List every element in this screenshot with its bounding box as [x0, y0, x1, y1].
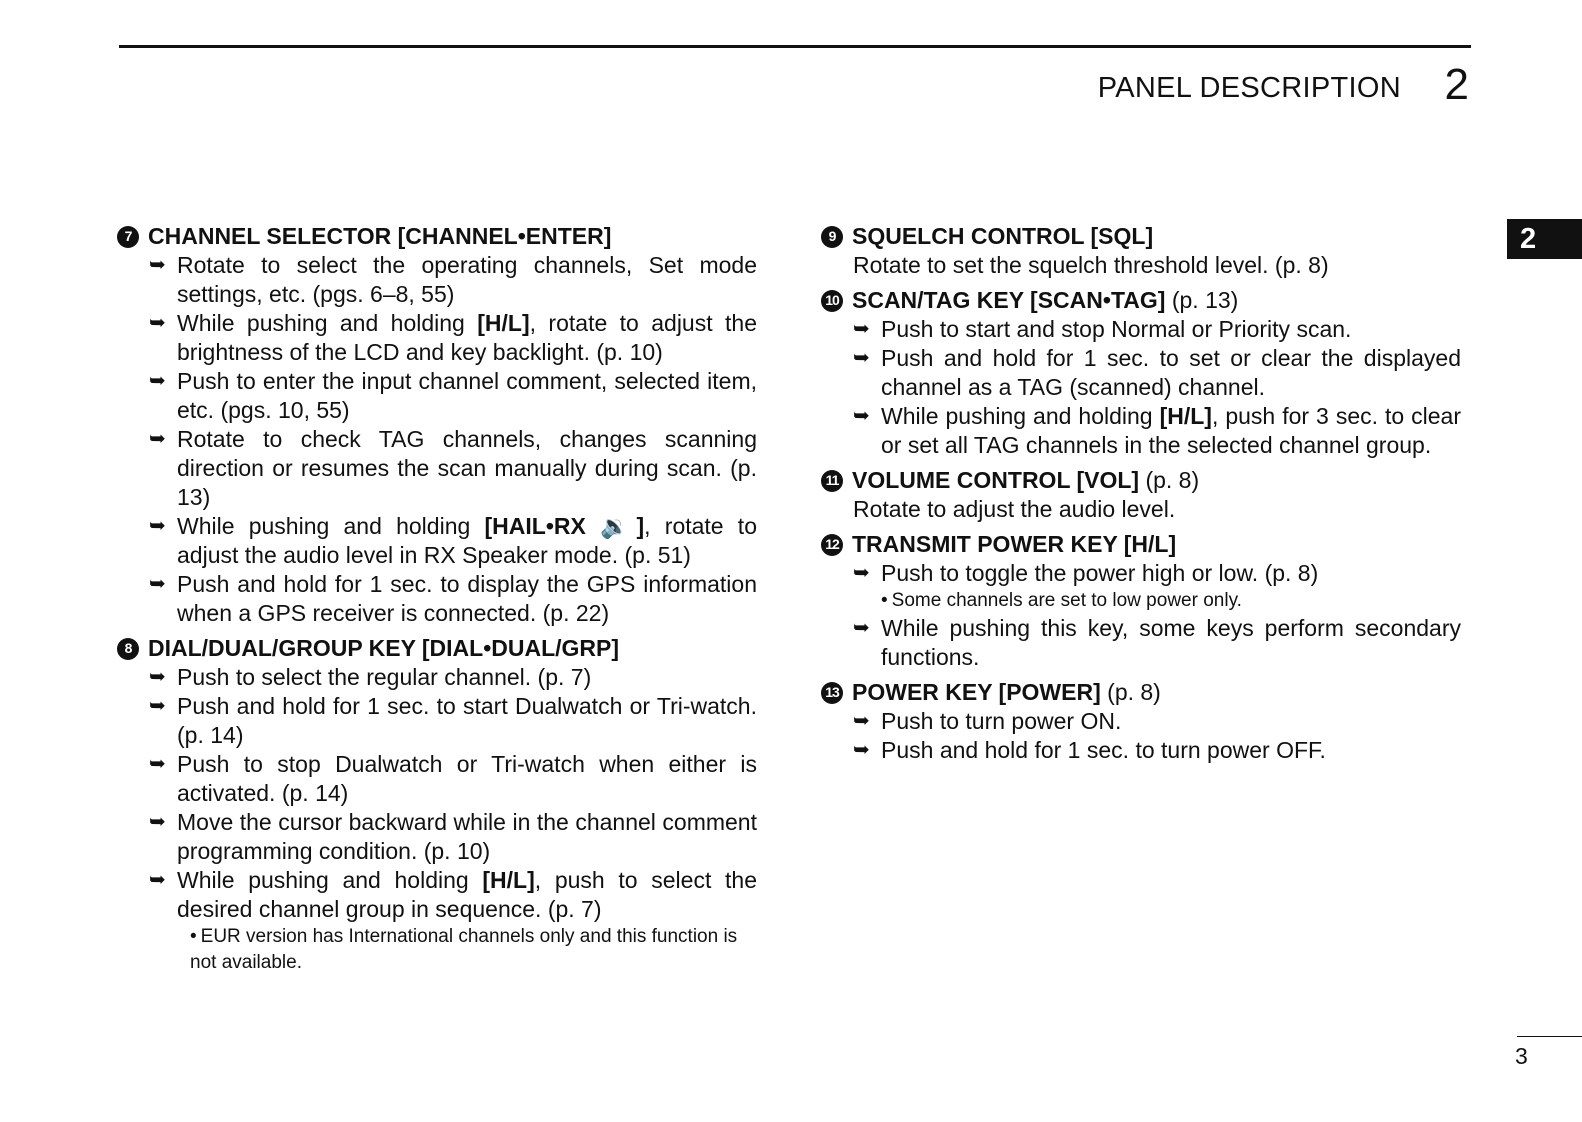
list-item: ➥ Rotate to check TAG channels, changes scanning direction or resumes the scan manually during scan. (p. 13) — [149, 426, 757, 510]
item-number-badge: 11 — [821, 470, 843, 492]
section-heading: TRANSMIT POWER KEY [H/L] — [852, 531, 1177, 557]
list-item: ➥ Rotate to select the operating channels, Set mode settings, etc. (pgs. 6–8, 55) — [149, 252, 757, 307]
item-number-badge: 13 — [821, 682, 843, 704]
note: • Some channels are set to low power only. — [881, 590, 1242, 611]
list-item: ➥ While pushing and holding [H/L], push to select the desired channel group in sequence. (p. 7) — [149, 867, 757, 922]
description: Rotate to set the squelch threshold level. (p. 8) — [853, 252, 1329, 278]
section-heading: CHANNEL SELECTOR [CHANNEL•ENTER] — [148, 223, 612, 249]
list-item: ➥ Push and hold for 1 sec. to set or clear the displayed channel as a TAG (scanned) channel. — [853, 345, 1461, 400]
item-number-badge: 12 — [821, 534, 843, 556]
section-heading: DIAL/DUAL/GROUP KEY [DIAL•DUAL/GRP] — [148, 635, 620, 661]
right-column — [821, 222, 1461, 771]
arrow-bullet-icon: ➥ — [149, 753, 166, 775]
item-number-badge: 9 — [821, 226, 843, 248]
list-item: ➥ While pushing and holding [H/L], push for 3 sec. to clear or set all TAG channels in the selected channel group. — [853, 403, 1462, 458]
arrow-bullet-icon: ➥ — [149, 695, 166, 717]
arrow-bullet-icon: ➥ — [149, 312, 166, 334]
arrow-bullet-icon: ➥ — [149, 515, 166, 537]
list-item: ➥ Push to select the regular channel. (p. 7) — [149, 664, 592, 690]
arrow-bullet-icon: ➥ — [853, 347, 870, 369]
arrow-bullet-icon: ➥ — [149, 666, 166, 688]
section-dial-dual-group-key — [117, 634, 757, 976]
list-item: ➥ Push to turn power ON. — [853, 708, 1122, 734]
section-squelch-control — [821, 222, 1461, 280]
arrow-bullet-icon: ➥ — [853, 405, 870, 427]
arrow-bullet-icon: ➥ — [853, 562, 870, 584]
section-transmit-power-key — [821, 530, 1461, 672]
list-item: ➥ While pushing and holding [HAIL•RX 🔉], rotate to adjust the audio level in RX Speaker mode. (p. 51) — [149, 513, 757, 568]
arrow-bullet-icon: ➥ — [149, 811, 166, 833]
page-reference: (p. 8) — [1139, 467, 1200, 493]
section-power-key — [821, 678, 1461, 765]
section-heading: SCAN/TAG KEY [SCAN•TAG] — [852, 287, 1166, 313]
arrow-bullet-icon: ➥ — [853, 617, 870, 639]
list-item: ➥ Push and hold for 1 sec. to turn power OFF. — [853, 737, 1326, 763]
item-number-badge: 8 — [117, 638, 139, 660]
section-title: PANEL DESCRIPTION — [1097, 72, 1401, 104]
footer-rule — [1517, 1036, 1582, 1037]
arrow-bullet-icon: ➥ — [149, 254, 166, 276]
arrow-bullet-icon: ➥ — [149, 573, 166, 595]
list-item: ➥ While pushing this key, some keys perform secondary functions. — [853, 615, 1461, 670]
page-reference: (p. 13) — [1165, 287, 1239, 313]
list-item: ➥ Push to enter the input channel comment, selected item, etc. (pgs. 10, 55) — [149, 368, 757, 423]
arrow-bullet-icon: ➥ — [149, 869, 166, 891]
arrow-bullet-icon: ➥ — [853, 710, 870, 732]
section-channel-selector — [117, 222, 757, 628]
chapter-number: 2 — [1444, 60, 1469, 109]
list-item: ➥ Move the cursor backward while in the channel comment programming condition. (p. 10) — [149, 809, 757, 864]
list-item: ➥ Push to start and stop Normal or Priority scan. — [853, 316, 1352, 342]
section-heading: POWER KEY [POWER] — [852, 679, 1101, 705]
item-number-badge: 7 — [117, 226, 139, 248]
header-rule — [119, 45, 1471, 48]
list-item: ➥ Push and hold for 1 sec. to start Dualwatch or Tri-watch. (p. 14) — [149, 693, 757, 748]
item-number-badge: 10 — [821, 290, 843, 312]
list-item: ➥ Push and hold for 1 sec. to display the GPS information when a GPS receiver is connected. (p. 22) — [149, 571, 757, 626]
list-item: ➥ Push to stop Dualwatch or Tri-watch when either is activated. (p. 14) — [149, 751, 757, 806]
list-item: ➥ While pushing and holding [H/L], rotate to adjust the brightness of the LCD and key backlight. (p. 10) — [149, 310, 757, 365]
arrow-bullet-icon: ➥ — [853, 739, 870, 761]
section-volume-control — [821, 466, 1461, 524]
arrow-bullet-icon: ➥ — [149, 428, 166, 450]
arrow-bullet-icon: ➥ — [149, 370, 166, 392]
page-number: 3 — [1515, 1043, 1528, 1069]
section-heading: SQUELCH CONTROL [SQL] — [852, 223, 1154, 249]
chapter-tab: 2 — [1507, 219, 1582, 259]
section-heading: VOLUME CONTROL [VOL] — [852, 467, 1140, 493]
section-scan-tag-key — [821, 286, 1461, 460]
left-column — [117, 222, 757, 982]
page-reference: (p. 8) — [1100, 679, 1161, 705]
description: Rotate to adjust the audio level. — [853, 496, 1176, 522]
note: • EUR version has International channels only and this function is not available. — [190, 926, 738, 973]
arrow-bullet-icon: ➥ — [853, 318, 870, 340]
list-item: ➥ Push to toggle the power high or low. (p. 8) — [853, 560, 1319, 586]
